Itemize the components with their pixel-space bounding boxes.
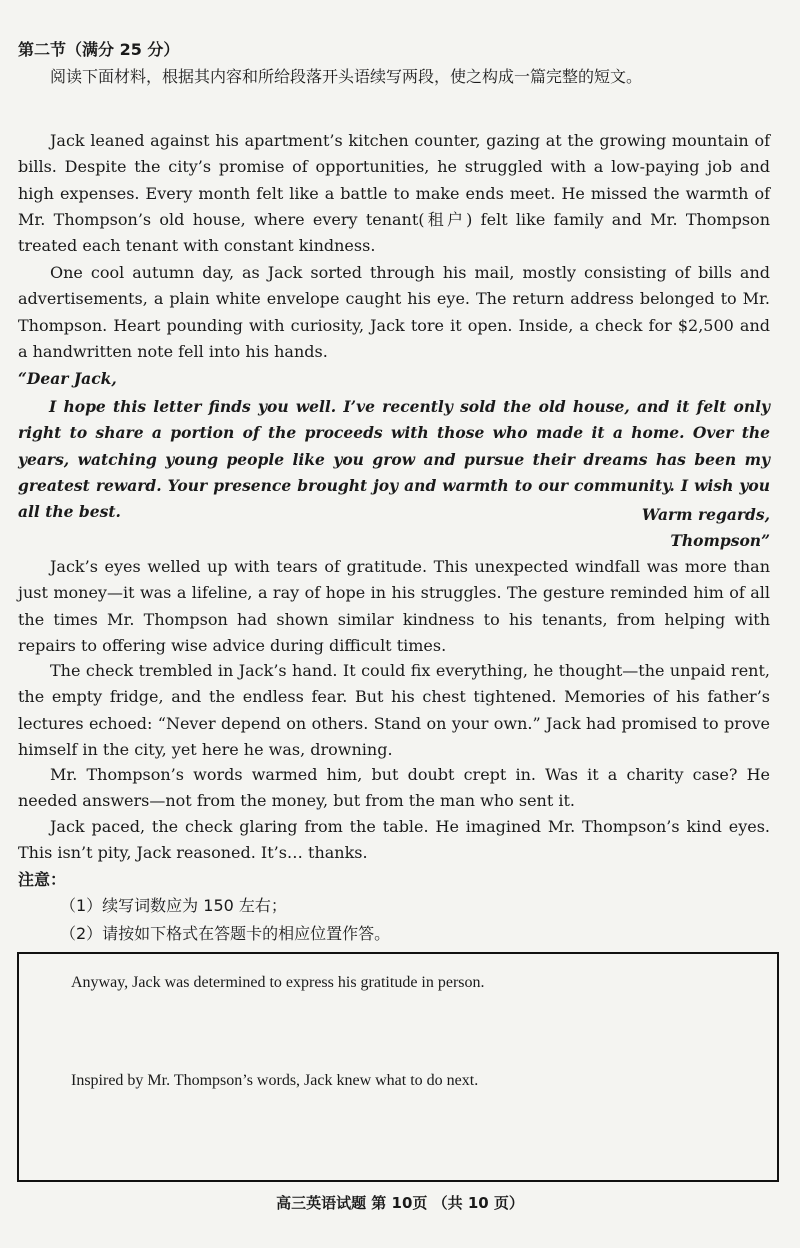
letter-signature: Thompson” (670, 531, 770, 550)
story-paragraph-4: The check trembled in Jack’s hand. It could fix everything, he thought—the unpaid rent, the empty fridge, and the endless fear. But his chest tightened. Memories of his father’s lectures echoed: “Never depend on others. Stand on your own.” Jack had promised to prove himself in the city, yet here he was, drowning. (18, 661, 770, 759)
letter-body: I hope this letter finds you well. I’ve recently sold the old house, and it felt only right to share a portion of the proceeds with those who made it a home. Over the years, watching young people like you grow and pursue their dreams has been my greatest reward. Your presence brought joy and warmth to our community. I wish you all the best. (18, 397, 770, 522)
story-paragraph-3: Jack’s eyes welled up with tears of gratitude. This unexpected windfall was more than just money—it was a lifeline, a ray of hope in his struggles. The gesture reminded him of all the times Mr. Thompson had shown similar kindness to his tenants, from helping with repairs to offering wise advice during difficult times. (18, 557, 770, 655)
story-paragraph-1: Jack leaned against his apartment’s kitchen counter, gazing at the growing mountain of bills. Despite the city’s promise of opportunities, he struggled with a low-paying job and high expenses. Every month felt like a battle to make ends meet. He missed the warmth of Mr. Thompson’s old house, where every tenant(租户) felt like family and Mr. Thompson treated each tenant with constant kindness. (18, 131, 770, 256)
story-paragraph-5: Mr. Thompson’s words warmed him, but doubt crept in. Was it a charity case? He needed answers—not from the money, but from the man who sent it. (18, 765, 770, 811)
answer-prompt-2: Inspired by Mr. Thompson’s words, Jack knew what to do next. (71, 1072, 479, 1089)
page-footer: 高三英语试题 第 10页 （共 10 页） (276, 1194, 524, 1212)
story-paragraph-6: Jack paced, the check glaring from the table. He imagined Mr. Thompson’s kind eyes. This isn’t pity, Jack reasoned. It’s… thanks. (18, 817, 770, 863)
section-heading: 第二节（满分 25 分） (18, 40, 180, 59)
answer-prompt-1: Anyway, Jack was determined to express his gratitude in person. (71, 974, 485, 991)
letter-closing: Warm regards, (641, 505, 770, 524)
note-item-1: （1）续写词数应为 150 左右； (60, 896, 287, 915)
story-paragraph-2: One cool autumn day, as Jack sorted through his mail, mostly consisting of bills and advertisements, a plain white envelope caught his eye. The return address belonged to Mr. Thompson. Heart pounding with curiosity, Jack tore it open. Inside, a check for $2,500 and a handwritten note fell into his hands. (18, 263, 770, 361)
note-item-2: （2）请按如下格式在答题卡的相应位置作答。 (60, 924, 391, 943)
instruction-text: 阅读下面材料，根据其内容和所给段落开头语续写两段，使之构成一篇完整的短文。 (50, 67, 643, 86)
notes-label: 注意： (18, 870, 67, 889)
answer-box (17, 952, 779, 1182)
letter-salutation: “Dear Jack, (18, 369, 117, 388)
